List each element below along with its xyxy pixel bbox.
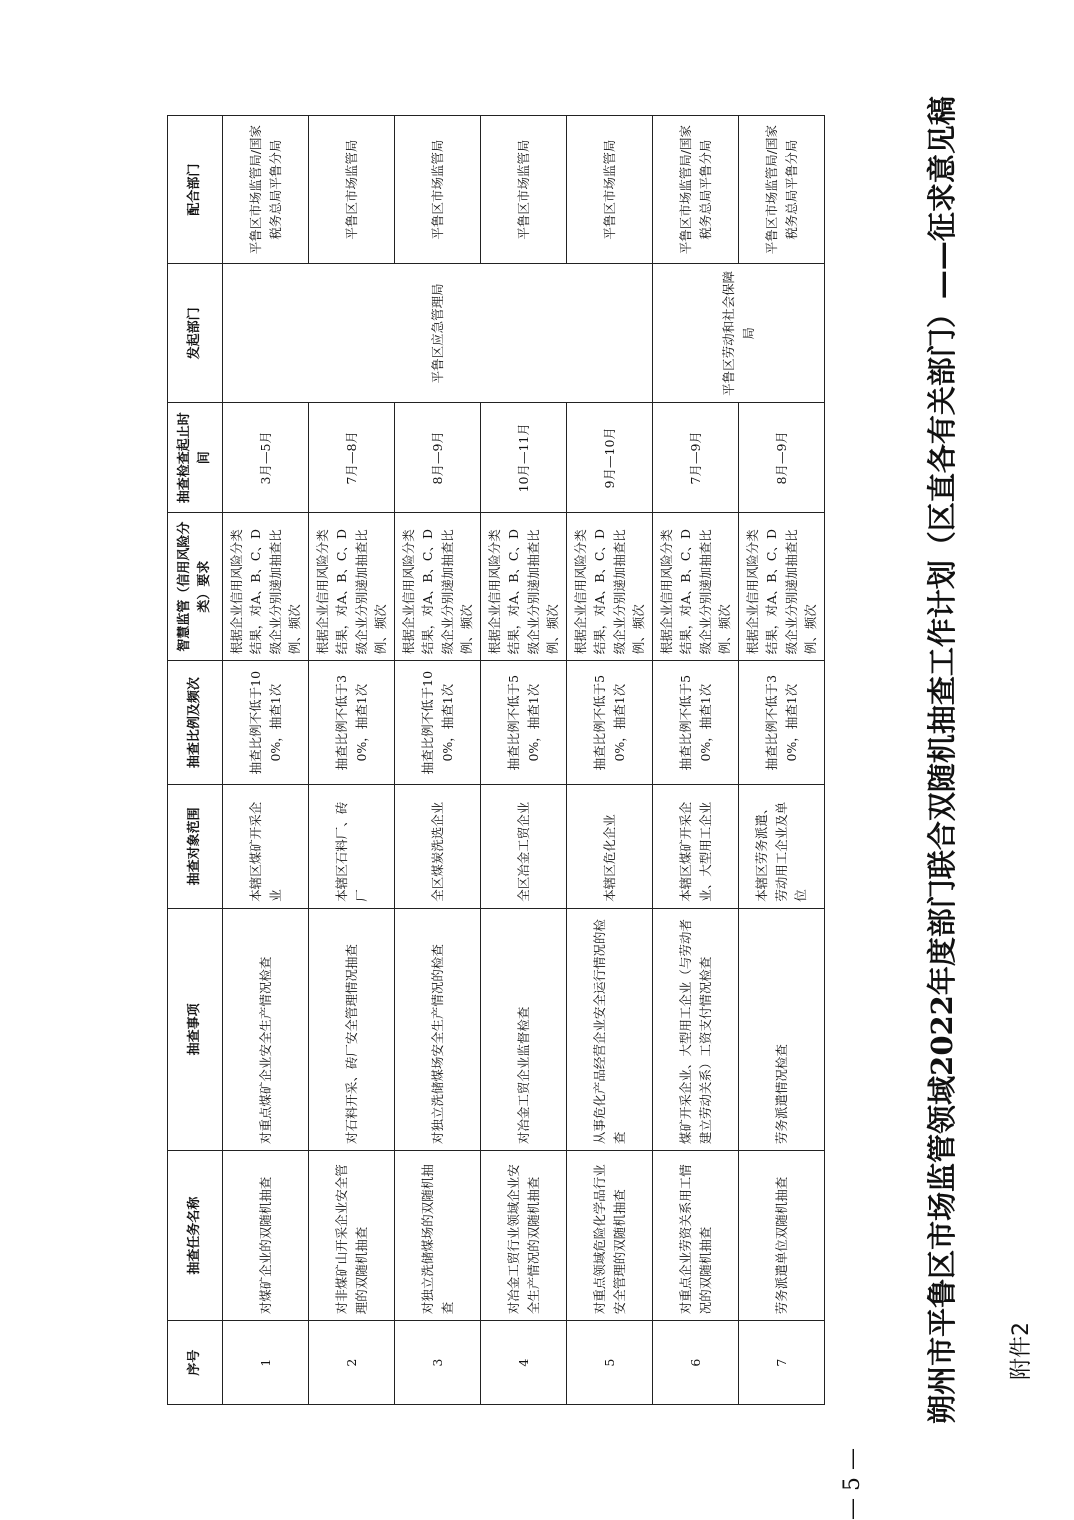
task-name-cell: 劳务派遣单位双随机抽查 [739,1151,825,1321]
time-cell: 10月—11月 [481,403,567,513]
partner-cell: 平鲁区市场监管局 [567,116,653,264]
ratio-cell: 抽查比例不低于50%，抽查1次 [567,661,653,785]
partner-cell: 平鲁区市场监管局 [481,116,567,264]
partner-cell: 平鲁区市场监管局/国家税务总局平鲁分局 [739,116,825,264]
header-cell: 抽查任务名称 [168,1151,223,1321]
header-cell: 抽查检查起止时间 [168,403,223,513]
ratio-cell: 抽查比例不低于50%，抽查1次 [481,661,567,785]
table-header-row [168,116,223,1405]
page-number: — 5 — [840,1448,865,1520]
partner-cell: 平鲁区市场监管局 [309,116,395,264]
row-number: 3 [395,1321,481,1405]
scope-cell: 全区冶金工贸企业 [481,785,567,909]
time-cell: 8月—9月 [739,403,825,513]
scope-cell: 本辖区劳务派遣、劳动用工企业及单位 [739,785,825,909]
inspection-item-cell: 从事危化产品经营企业安全运行情况的检查 [567,908,653,1150]
inspection-item-cell: 对冶金工贸企业监督检查 [481,908,567,1150]
row-number: 7 [739,1321,825,1405]
smart-supervision-cell: 根据企业信用风险分类结果，对A、B、C、D级企业分别递加抽查比例、频次 [567,513,653,661]
inspection-item-cell: 对独立洗储煤场安全生产情况的检查 [395,908,481,1150]
task-name-cell: 对非煤矿山开采企业安全管理的双随机抽查 [309,1151,395,1321]
smart-supervision-cell: 根据企业信用风险分类结果，对A、B、C、D级企业分别递加抽查比例、频次 [653,513,739,661]
partner-cell: 平鲁区市场监管局 [395,116,481,264]
scope-cell: 本辖区煤矿开采企业、大型用工企业 [653,785,739,909]
ratio-cell: 抽查比例不低于50%，抽查1次 [653,661,739,785]
time-cell: 3月—5月 [223,403,309,513]
header-cell: 发起部门 [168,264,223,403]
row-number: 4 [481,1321,567,1405]
initiator-cell: 平鲁区应急管理局 [223,264,653,403]
partner-cell: 平鲁区市场监管局/国家税务总局平鲁分局 [653,116,739,264]
task-name-cell: 对重点企业劳资关系用工情况的双随机抽查 [653,1151,739,1321]
scope-cell: 全区煤炭洗选企业 [395,785,481,909]
ratio-cell: 抽查比例不低于100%，抽查1次 [223,661,309,785]
time-cell: 9月—10月 [567,403,653,513]
task-name-cell: 对独立洗储煤场的双随机抽查 [395,1151,481,1321]
task-name-cell: 对冶金工贸行业领域企业安全生产情况的双随机抽查 [481,1151,567,1321]
smart-supervision-cell: 根据企业信用风险分类结果，对A、B、C、D级企业分别递加抽查比例、频次 [395,513,481,661]
scope-cell: 本辖区煤矿开采企业 [223,785,309,909]
scope-cell: 本辖区危化企业 [567,785,653,909]
inspection-item-cell: 对重点煤矿企业安全生产情况检查 [223,908,309,1150]
header-cell: 配合部门 [168,116,223,264]
task-name-cell: 对煤矿企业的双随机抽查 [223,1151,309,1321]
row-number: 1 [223,1321,309,1405]
smart-supervision-cell: 根据企业信用风险分类结果，对A、B、C、D级企业分别递加抽查比例、频次 [481,513,567,661]
inspection-item-cell: 对石料开采、砖厂安全管理情况抽查 [309,908,395,1150]
task-name-cell: 对重点领域危险化学品行业安全管理的双随机抽查 [567,1151,653,1321]
ratio-cell: 抽查比例不低于100%，抽查1次 [395,661,481,785]
header-cell: 智慧监管（信用风险分类）要求 [168,513,223,661]
smart-supervision-cell: 根据企业信用风险分类结果，对A、B、C、D级企业分别递加抽查比例、频次 [309,513,395,661]
row-number: 2 [309,1321,395,1405]
table-row [223,116,309,1405]
partner-cell: 平鲁区市场监管局/国家税务总局平鲁分局 [223,116,309,264]
initiator-cell: 平鲁区劳动和社会保障局 [653,264,825,403]
smart-supervision-cell: 根据企业信用风险分类结果，对A、B、C、D级企业分别递加抽查比例、频次 [223,513,309,661]
header-cell: 抽查对象范围 [168,785,223,909]
ratio-cell: 抽查比例不低于30%，抽查1次 [309,661,395,785]
header-cell: 抽查比例及频次 [168,661,223,785]
time-cell: 7月—9月 [653,403,739,513]
inspection-item-cell: 煤矿开采企业、大型用工企业（与劳动者建立劳动关系）工资支付情况检查 [653,908,739,1150]
header-cell: 抽查事项 [168,908,223,1150]
smart-supervision-cell: 根据企业信用风险分类结果，对A、B、C、D级企业分别递加抽查比例、频次 [739,513,825,661]
header-cell: 序号 [168,1321,223,1405]
inspection-item-cell: 劳务派遣情况检查 [739,908,825,1150]
ratio-cell: 抽查比例不低于30%，抽查1次 [739,661,825,785]
inspection-plan-table [167,115,825,1405]
time-cell: 8月—9月 [395,403,481,513]
document-title: 朔州市平鲁区市场监管领域2022年度部门联合双随机抽查工作计划（区直各有关部门）——征求意见稿 [925,96,959,1424]
row-number: 5 [567,1321,653,1405]
time-cell: 7月—8月 [309,403,395,513]
row-number: 6 [653,1321,739,1405]
attachment-label: 附件2 [1009,1322,1034,1380]
table-row [653,116,739,1405]
scope-cell: 本辖区石料厂、砖厂 [309,785,395,909]
